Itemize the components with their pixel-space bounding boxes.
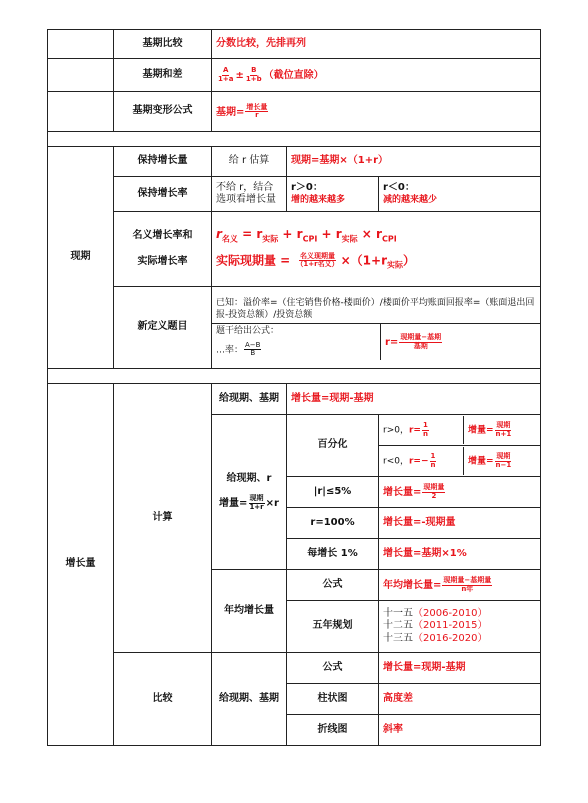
- plan-years: （2011-2015）: [413, 620, 488, 632]
- real-den: （1+r名义）: [296, 260, 339, 269]
- neg-r-prefix: r=−: [408, 456, 429, 467]
- keep-rate-label: 保持增长率: [114, 177, 212, 212]
- given2-line1: 给现期、r: [226, 472, 272, 484]
- base-formula-prefix: 基期=: [216, 106, 245, 118]
- real-sub: 实际: [387, 260, 404, 270]
- plan-label: 五年规划: [287, 601, 379, 653]
- eq-part2: + r: [278, 227, 303, 242]
- nominal-label-1: 名义增长率和: [132, 229, 193, 241]
- pos-r-den: n: [422, 429, 428, 438]
- plan-list: [379, 601, 541, 653]
- nominal-label: [114, 212, 212, 287]
- new-def-known: 已知：溢价率=（住宅销售价格-楼面价）/楼面价平均账面回报率=（账面退出回报-投资总额）/投资总额: [212, 295, 540, 324]
- avg-formula-den: n年: [461, 584, 474, 593]
- given2-prefix: 增量=: [219, 498, 248, 510]
- rate-frac: [244, 342, 261, 358]
- pct-pos-cell: [379, 415, 541, 446]
- pos-r-prefix: r=: [408, 425, 421, 436]
- base-formula-num: 增长量: [246, 102, 268, 111]
- row-base-sum: [48, 59, 541, 92]
- plan-years: （2016-2020）: [413, 632, 488, 644]
- base-sum-note: （截位直除）: [263, 70, 324, 81]
- keep-rate-mid: 不给 r，结合选项看增长量: [212, 177, 287, 212]
- real-prefix: 实际现期量 =: [216, 253, 295, 268]
- positive-text: 增的越来越多: [291, 194, 346, 205]
- pos-res-den: n+1: [495, 429, 512, 438]
- nominal-label-2: 实际增长率: [137, 256, 188, 267]
- compare-key: 公式: [287, 653, 379, 684]
- frac-a-num: A: [223, 66, 229, 75]
- base-sum-value: [212, 59, 541, 92]
- plan-years: （2006-2010）: [413, 607, 488, 619]
- compare-value: 增长量=现期-基期: [379, 653, 541, 684]
- eq-part3: + r: [317, 227, 342, 242]
- hundred-cond: r=100%: [287, 508, 379, 539]
- real-end: ）: [403, 253, 416, 268]
- calc-formula-1: 增长量=现期-基期: [287, 384, 541, 415]
- small-r-res: [379, 477, 541, 508]
- neg-res-frac: [495, 453, 513, 469]
- given2-den: 1+r: [249, 502, 264, 511]
- hundred-res: 增长量=-现期量: [379, 508, 541, 539]
- section-current: 现期: [48, 147, 114, 369]
- base-formula-den: r: [255, 111, 259, 119]
- r-den: 基期: [413, 341, 428, 350]
- pct-label: 百分化: [287, 415, 379, 477]
- given2-num: 现期: [249, 494, 264, 503]
- plan-name: 十二五: [383, 620, 413, 632]
- pos-res-num: 现期: [496, 421, 511, 430]
- row-keep-amount: [48, 147, 541, 177]
- keep-amount-mid: 给 r 估算: [212, 147, 287, 177]
- nominal-equation: [216, 227, 536, 244]
- spacer-row-2: [48, 369, 541, 384]
- keep-rate-positive: [287, 177, 379, 212]
- r-num: 现期量−基期: [400, 333, 442, 342]
- new-def-split: [212, 324, 540, 360]
- section-growth: 增长量: [48, 384, 114, 746]
- small-res-frac: [422, 484, 445, 500]
- rate-prefix: …率：: [216, 344, 244, 355]
- pos-res-frac: [495, 422, 513, 438]
- row-calc-1: [48, 384, 541, 415]
- calc-given-1: 给现期、基期: [212, 384, 287, 415]
- row-base-formula: [48, 92, 541, 132]
- new-def-label: 新定义题目: [114, 287, 212, 369]
- base-formula-label: 基期变形公式: [114, 92, 212, 132]
- pos-cond: r>0，: [383, 425, 409, 436]
- small-r-cond: |r|≤5%: [287, 477, 379, 508]
- neg-cond: r<0，: [383, 456, 409, 467]
- neg-res-den: n−1: [495, 460, 512, 469]
- neg-r-den: n: [430, 460, 436, 469]
- row-nominal: [48, 212, 541, 287]
- base-sum-label: 基期和差: [114, 59, 212, 92]
- base-formula-value: [212, 92, 541, 132]
- eq-part1: = r: [237, 227, 263, 242]
- r-frac: [399, 334, 442, 350]
- given2-frac: [248, 495, 264, 511]
- compare-label: 比较: [114, 653, 212, 746]
- compare-given: 给现期、基期: [212, 653, 287, 746]
- avg-formula-frac: [442, 577, 492, 593]
- keep-amount-formula: 现期=基期×（1+r）: [287, 147, 541, 177]
- small-res-num: 现期量: [423, 483, 445, 492]
- each-res: 增长量=基期×1%: [379, 539, 541, 570]
- eq-sub1: 名义: [221, 234, 238, 244]
- frac-b-den: 1+b: [245, 74, 262, 83]
- plan-item: [383, 620, 536, 633]
- real-frac: [295, 253, 339, 269]
- negative-head: r＜0：: [383, 182, 415, 194]
- rate-num: A−B: [245, 340, 261, 349]
- avg-formula-prefix: 年均增长量=: [383, 580, 442, 591]
- notes-sheet: [47, 29, 540, 771]
- frac-a-den: 1+a: [218, 74, 234, 83]
- pct-neg-cell: [379, 446, 541, 477]
- row-keep-rate: [48, 177, 541, 212]
- keep-rate-negative: [379, 177, 541, 212]
- pos-res-prefix: 增量=: [468, 425, 494, 436]
- rate-den: B: [250, 348, 256, 357]
- eq-part4: × r: [357, 227, 382, 242]
- each-cond: 每增长 1%: [287, 539, 379, 570]
- row-base-compare: [48, 30, 541, 59]
- plan-name: 十三五: [383, 632, 413, 644]
- base-compare-value: 分数比较，先排再列: [212, 30, 541, 59]
- negative-text: 减的越来越少: [383, 194, 438, 205]
- neg-res-num: 现期: [496, 452, 511, 461]
- small-res-prefix: 增长量=: [383, 487, 422, 498]
- base-compare-label: 基期比较: [114, 30, 212, 59]
- pos-r-num: 1: [423, 421, 428, 430]
- new-def-r: [381, 324, 447, 360]
- row-compare-1: [48, 653, 541, 684]
- r-prefix: r=: [385, 337, 399, 349]
- notes-table: [47, 29, 541, 746]
- given2-suffix: ×r: [265, 498, 279, 510]
- compare-key: 折线图: [287, 715, 379, 746]
- positive-head: r＞0：: [291, 182, 323, 194]
- neg-r-num: 1: [430, 452, 436, 461]
- frac-b: [245, 67, 263, 83]
- compare-value: 高度差: [379, 684, 541, 715]
- new-def-content: [212, 287, 541, 369]
- base-formula-frac: [245, 104, 268, 120]
- avg-label: 年均增长量: [212, 570, 287, 653]
- avg-formula: [379, 570, 541, 601]
- pos-r-frac: [422, 422, 429, 438]
- neg-res-prefix: 增量=: [468, 456, 494, 467]
- neg-r-frac: [430, 453, 437, 469]
- plus-minus: ±: [235, 70, 244, 81]
- real-num: 名义现期量: [300, 251, 336, 260]
- spacer-row: [48, 132, 541, 147]
- row-new-def: [48, 287, 541, 369]
- frac-a: [217, 67, 234, 83]
- eq-sub2: 实际: [262, 234, 279, 244]
- eq-sub4: 实际: [341, 234, 358, 244]
- compare-key: 柱状图: [287, 684, 379, 715]
- given-text: 题干给出公式：: [216, 326, 280, 337]
- compare-value: 斜率: [379, 715, 541, 746]
- plan-item: [383, 633, 536, 646]
- keep-amount-label: 保持增长量: [114, 147, 212, 177]
- eq-sub5: CPI: [381, 234, 397, 244]
- calc-label: 计算: [114, 384, 212, 653]
- eq-sub3: CPI: [302, 234, 318, 244]
- calc-given-2: [212, 415, 287, 570]
- avg-formula-num: 现期量−基期量: [443, 576, 492, 585]
- avg-formula-label: 公式: [287, 570, 379, 601]
- real-mid: ×（1+r: [340, 253, 388, 268]
- plan-item: [383, 608, 536, 621]
- real-equation: [216, 253, 536, 271]
- frac-b-num: B: [251, 66, 257, 75]
- eq-r1: r: [216, 227, 222, 242]
- new-def-given: [212, 324, 381, 360]
- small-res-den: 2: [431, 491, 437, 500]
- plan-name: 十一五: [383, 607, 413, 619]
- nominal-formulas: [212, 212, 541, 287]
